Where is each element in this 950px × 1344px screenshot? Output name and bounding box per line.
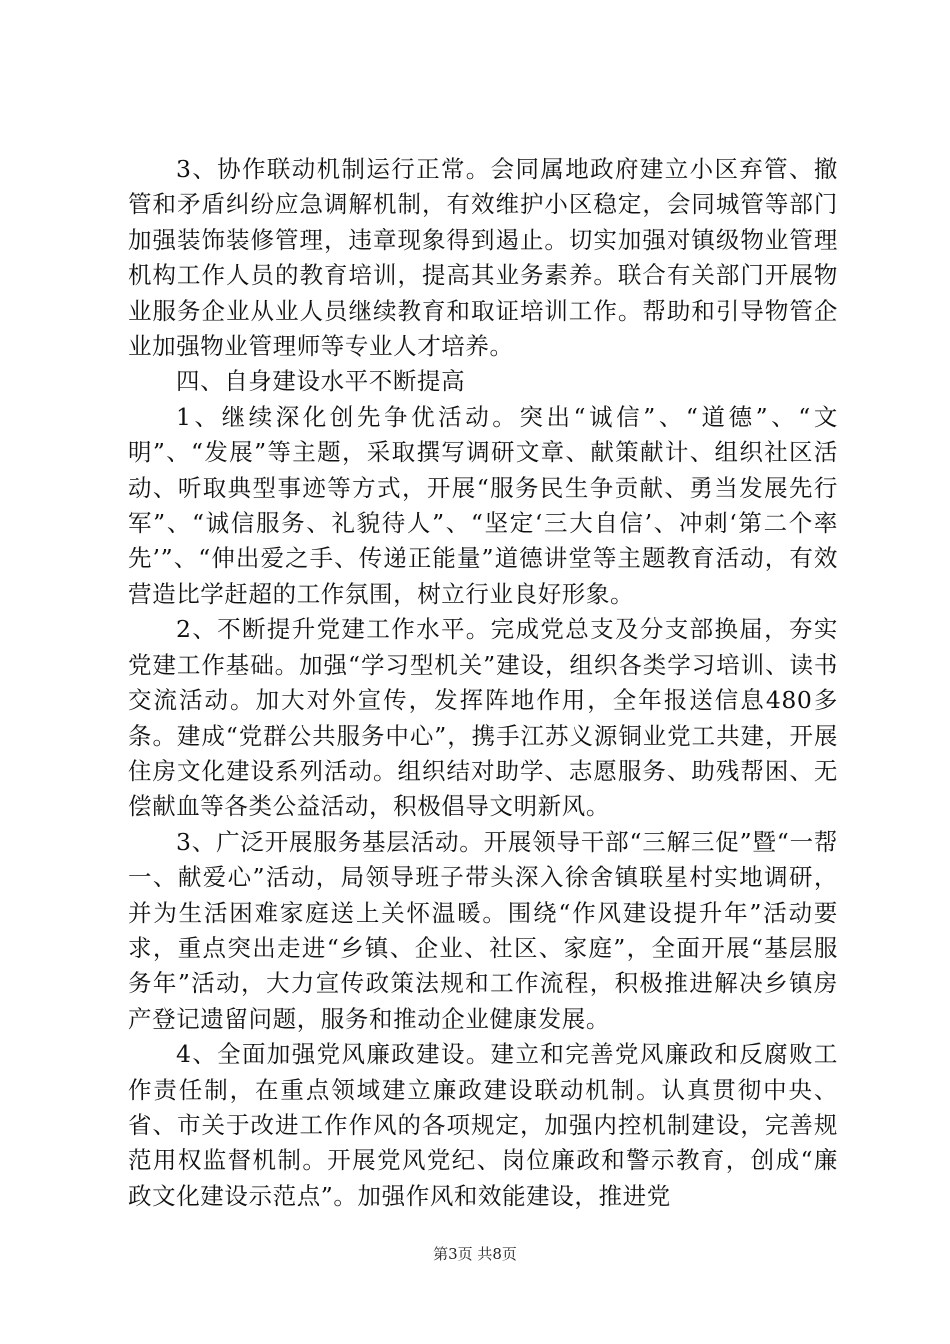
paragraph-grassroots-service: 3、广泛开展服务基层活动。开展领导干部“三解三促”暨“一帮一、献爱心”活动，局领导班子带头深入徐舍镇联星村实地调研，并为生活困难家庭送上关怀温暖。围绕“作风建设提升年”活动要求，重点突出走进“乡镇、企业、社区、家庭”，全面开展“基层服务年”活动，大力宣传政策法规和工作流程，积极推进解决乡镇房产登记遗留问题，服务和推动企业健康发展。 — [128, 827, 838, 1033]
paragraph-coordination-mechanism: 3、协作联动机制运行正常。会同属地政府建立小区弃管、撤管和矛盾纠纷应急调解机制，有效维护小区稳定，会同城管等部门加强装饰装修管理，违章现象得到遏止。切实加强对镇级物业管理机构工作人员的教育培训，提高其业务素养。联合有关部门开展物业服务企业从业人员继续教育和取证培训工作。帮助和引导物管企业加强物业管理师等专业人才培养。 — [128, 155, 838, 361]
section-heading-self-construction: 四、自身建设水平不断提高 — [176, 367, 466, 396]
page-footer: 第3页 共8页 — [433, 1245, 517, 1263]
paragraph-integrity-building: 4、全面加强党风廉政建设。建立和完善党风廉政和反腐败工作责任制，在重点领域建立廉政建设联动机制。认真贯彻中央、省、市关于改进工作作风的各项规定，加强内控机制建设，完善规范用权监督机制。开展党风党纪、岗位廉政和警示教育，创成“廉政文化建设示范点”。加强作风和效能建设，推进党 — [128, 1040, 838, 1210]
document-body — [128, 152, 838, 1214]
paragraph-party-building: 2、不断提升党建工作水平。完成党总支及分支部换届，夯实党建工作基础。加强“学习型机关”建设，组织各类学习培训、读书交流活动。加大对外宣传，发挥阵地作用，全年报送信息480多条。建成“党群公共服务中心”，携手江苏义源铜业党工共建，开展住房文化建设系列活动。组织结对助学、志愿服务、助残帮困、无偿献血等各类公益活动，积极倡导文明新风。 — [128, 615, 838, 821]
paragraph-excellence-activities: 1、继续深化创先争优活动。突出“诚信”、“道德”、“文明”、“发展”等主题，采取撰写调研文章、献策献计、组织社区活动、听取典型事迹等方式，开展“服务民生争贡献、勇当发展先行军”、“诚信服务、礼貌待人”、“坚定‘三大自信’、冲刺‘第二个率先’”、“伸出爱之手、传递正能量”道德讲堂等主题教育活动，有效营造比学赶超的工作氛围，树立行业良好形象。 — [128, 402, 838, 608]
